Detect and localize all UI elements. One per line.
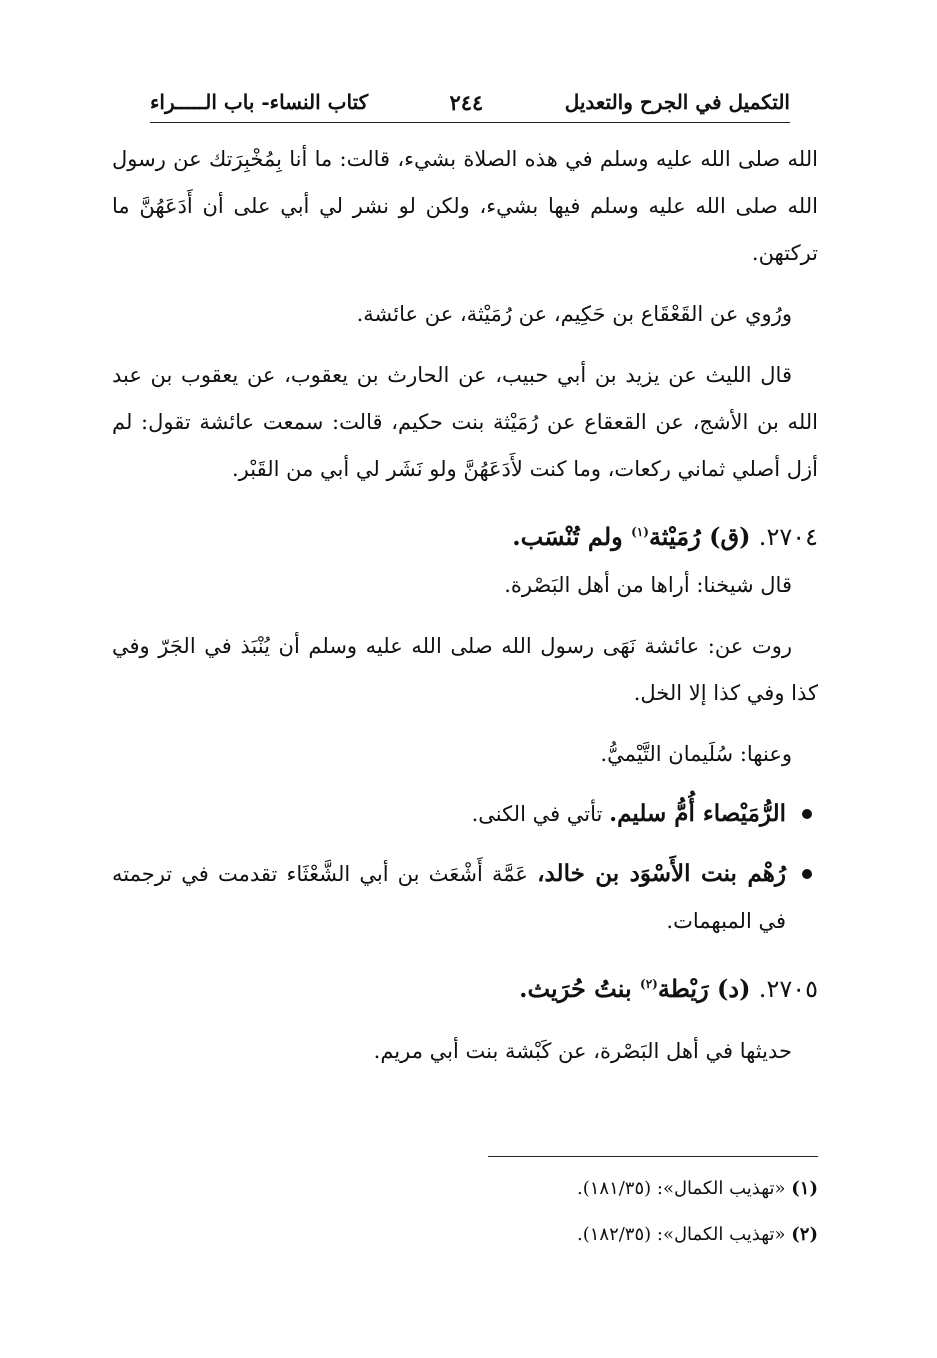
entry-heading-2705 (112, 959, 818, 1014)
footnote-item (300, 1166, 818, 1212)
entry-name: رُمَيْثة (648, 522, 701, 551)
paragraph-anha: وعنها: سُلَيمان التَّيْميُّ. (600, 742, 792, 766)
bullet-text: عَمَّة أَشْعَث بن أبي الشَّعْثَاء تقدمت في ترجمته في المبهمات. (112, 862, 786, 933)
paragraph-riwaya: ورُوي عن القَعْقَاع بن حَكِيم، عن رُمَيْثة، عن عائشة. (356, 302, 792, 326)
paragraph-rawat: روت عن: عائشة نَهَى رسول الله صلى الله عليه وسلم أن يُنْبَذ في الجَرّ وفي كذا وفي كذا إلا الخل. (112, 634, 818, 705)
paragraph-sheikh: قال شيخنا: أراها من أهل البَصْرة. (504, 573, 792, 597)
footnote-ref: (٢) (640, 977, 658, 991)
footnote-number: (٢) (791, 1224, 818, 1245)
bullet-item (112, 790, 818, 838)
footnote-text: «تهذيب الكمال»: (١٨٢/٣٥). (576, 1224, 786, 1245)
bullet-icon (802, 869, 812, 879)
entry-code: (ق) (709, 522, 751, 551)
entry-rest: ولم تُنْسَب. (512, 522, 623, 551)
footnote-number: (١) (791, 1178, 818, 1199)
entry-code: (د) (717, 974, 751, 1003)
page-header (150, 82, 790, 123)
bullet-item (112, 850, 818, 945)
page-number: ٢٤٤ (449, 89, 484, 115)
paragraph-hadith: حديثها في أهل البَصْرة، عن كَبْشة بنت أبي مريم. (373, 1039, 792, 1063)
entry-name: رَيْطة (657, 974, 709, 1003)
running-title-chapter: كتاب النساء- باب الـــــراء (150, 90, 369, 114)
bullet-name: رُهْم بنت الأَسْوَد بن خالد، (537, 860, 786, 887)
footnote-item (300, 1212, 818, 1258)
footnote-ref: (١) (631, 525, 649, 539)
paragraph-continuation: الله صلى الله عليه وسلم في هذه الصلاة بشيء، قالت: ما أنا بِمُخْبِرَتك عن رسول الله صلى الله عليه وسلم فيها بشيء، ولكن لو نشر لي أبي على أن أَدَعَهُنَّ ما تركتهن. (112, 147, 818, 265)
entry-number: ٢٧٠٥. (758, 975, 818, 1003)
bullet-icon (802, 809, 812, 819)
running-title-book: التكميل في الجرح والتعديل (564, 90, 790, 114)
entry-rest: بنتُ حُرَيث. (519, 974, 632, 1003)
footnote-text: «تهذيب الكمال»: (١٨١/٣٥). (576, 1178, 786, 1199)
footnote-divider (488, 1156, 818, 1157)
main-text (112, 136, 818, 1075)
entry-heading-2704 (112, 507, 818, 562)
footnotes (300, 1166, 818, 1258)
paragraph-isnad: قال الليث عن يزيد بن أبي حبيب، عن الحارث بن يعقوب، عن يعقوب بن عبد الله بن الأشج، عن القعقاع عن رُمَيْثة بنت حكيم، قالت: سمعت عائشة تقول: لم أزل أصلي ثماني ركعات، وما كنت لأَدَعَهُنَّ ولو نَشَر لي أبي من القَبْر. (112, 363, 818, 481)
bullet-text: تأتي في الكنى. (471, 802, 603, 826)
bullet-name: الرُّمَيْصاء أُمُّ سليم. (609, 800, 786, 827)
entry-number: ٢٧٠٤. (758, 523, 818, 551)
